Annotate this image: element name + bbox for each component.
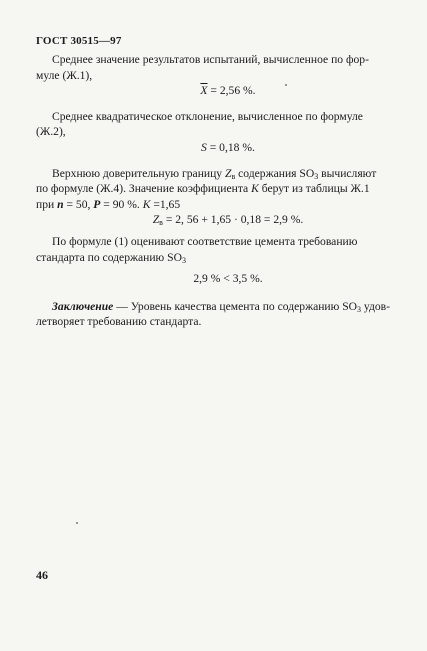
paragraph-3-line-1: Верхнюю доверительную границу $Z_в$ содержания $SO_3$ вычисляют (52, 166, 377, 181)
std-value: = 0,18 %. (206, 140, 255, 154)
paragraph-4-line-2: стандарта по содержанию $SO_3$ (36, 250, 186, 265)
std-symbol: S (201, 140, 207, 154)
scan-speck (285, 84, 287, 86)
paragraph-2-line-1: Среднее квадратическое отклонение, вычисленное по формуле (52, 109, 363, 123)
paragraph-1-line-1: Среднее значение результатов испытаний, вычисленное по фор- (52, 53, 369, 66)
paragraph-2-line-2: (Ж.2), (36, 125, 66, 139)
paragraph-3-line-3: при n = 50, P = 90 %. K =1,65 (36, 197, 181, 211)
document-body (36, 52, 404, 330)
mean-value: = 2,56 %. (207, 84, 256, 98)
scan-speck (76, 522, 78, 524)
mean-symbol: $\overline{X}$ (200, 84, 208, 98)
formula-std-deviation (52, 140, 404, 156)
formula-upper-bound: $Z_в = 2$, 56 + 1,65 · 0,18 = 2,9 %. (152, 213, 304, 228)
formula-comparison: 2,9 % < 3,5 %. (193, 272, 263, 286)
paragraph-4-line-1: По формуле (1) оценивают соответствие цемента требованию (52, 234, 358, 248)
conclusion-line-2: летворяет требованию стандарта. (36, 315, 202, 329)
document-header: ГОСТ 30515—97 (36, 35, 122, 47)
page-number: 46 (36, 568, 48, 582)
conclusion-label: Заключение (52, 299, 114, 313)
conclusion-line-1: Заключение — Уровень качества цемента по содержанию $SO_3$ удов- (52, 299, 391, 314)
paragraph-3-line-2: по формуле (Ж.4). Значение коэффициента K берут из таблицы Ж.1 (36, 182, 370, 196)
paragraph-1-line-2: муле (Ж.1), (36, 68, 93, 82)
formula-mean (52, 83, 404, 99)
